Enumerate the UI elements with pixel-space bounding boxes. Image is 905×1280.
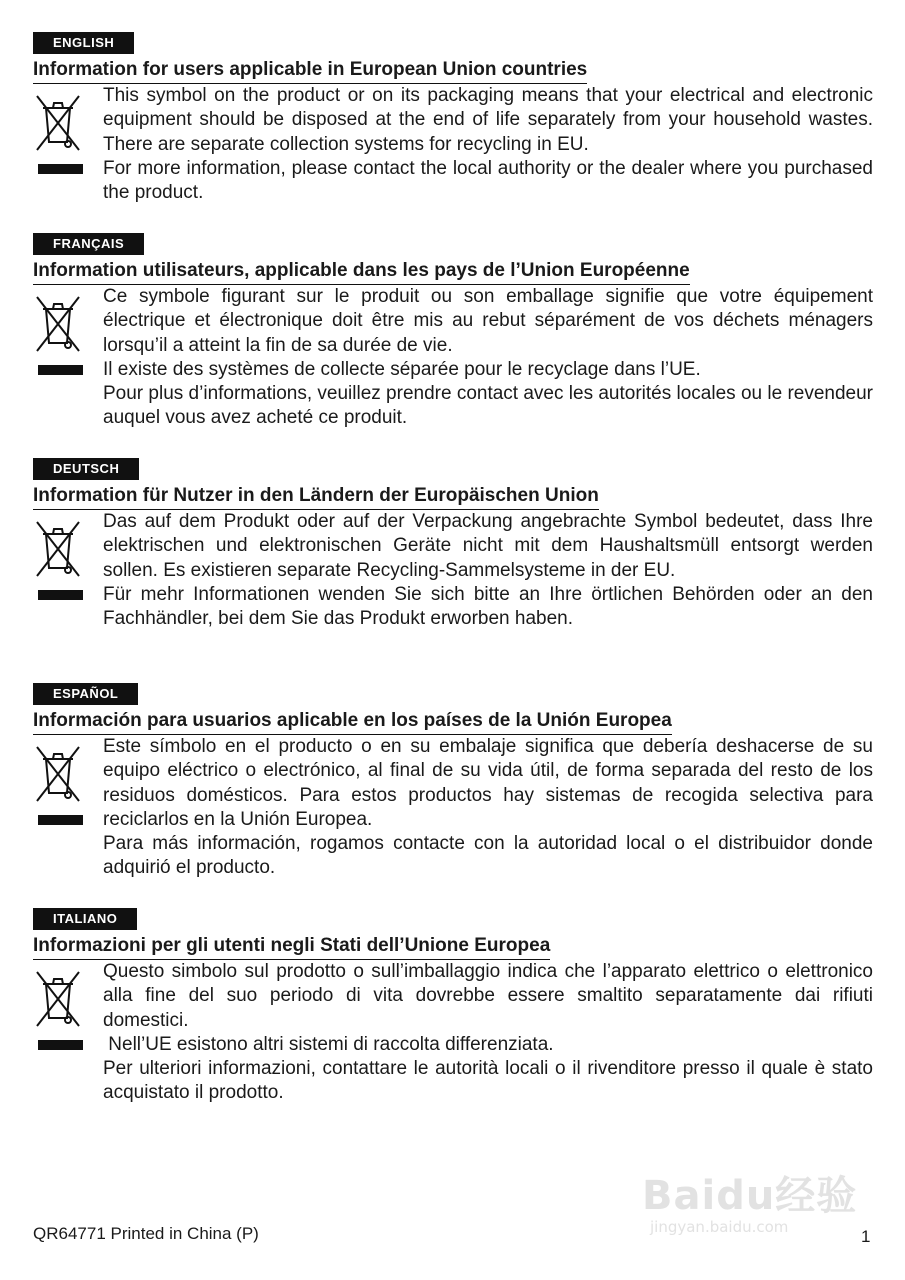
language-badge: DEUTSCH (33, 458, 139, 480)
watermark-logo: Baidu经验 (642, 1173, 858, 1219)
crossed-out-wheelie-bin-icon (33, 92, 81, 174)
language-badge: ENGLISH (33, 32, 134, 54)
baidu-watermark (642, 1146, 882, 1246)
section-heading: Información para usuarios aplicable en los países de la Unión Europea (33, 709, 672, 735)
paragraph: Das auf dem Produkt oder auf der Verpackung angebrachte Symbol bedeutet, dass Ihre elektrischen und elektronischen Geräte nicht mit dem Haushaltsmüll entsorgt werden sollen. Es existieren separate Recycling-Sammelsysteme in der EU. (103, 511, 873, 581)
black-bar (38, 365, 83, 375)
crossed-out-wheelie-bin-icon (33, 293, 81, 375)
paragraph: Ce symbole figurant sur le produit ou son emballage signifie que votre équipement électrique et électronique doit être mis au rebut séparément de vos déchets ménagers lorsqu’il a atteint la fin de sa durée de vie. (103, 286, 873, 356)
black-bar (38, 164, 83, 174)
language-badge: ESPAÑOL (33, 683, 138, 705)
section-body (33, 285, 873, 431)
footer-print-code: QR64771 Printed in China (P) (33, 1224, 259, 1243)
crossed-out-wheelie-bin-icon (33, 743, 81, 825)
black-bar (38, 590, 83, 600)
section-body (33, 735, 873, 881)
section-espanol (33, 683, 873, 881)
section-francais (33, 233, 873, 431)
section-heading: Information utilisateurs, applicable dans les pays de l’Union Européenne (33, 259, 690, 285)
paragraph: Pour plus d’informations, veuillez prendre contact avec les autorités locales ou le revendeur auquel vous avez acheté ce produit. (103, 383, 873, 429)
paragraph: For more information, please contact the local authority or the dealer where you purchased the product. (103, 157, 873, 204)
page-number: 1 (861, 1227, 871, 1246)
section-heading: Information for users applicable in European Union countries (33, 58, 587, 84)
black-bar (38, 1040, 83, 1050)
paragraph: Questo simbolo sul prodotto o sull’imballaggio indica che l’apparato elettrico o elettronico alla fine del suo periodo di vita dovrebbe essere smaltito separatamente dai rifiuti domestici. (103, 961, 873, 1031)
watermark-url: jingyan.baidu.com (650, 1218, 789, 1236)
section-deutsch (33, 458, 873, 631)
section-text (103, 735, 873, 881)
paragraph: Nell’UE esistono altri sistemi di raccolta differenziata. (103, 1033, 554, 1055)
section-english (33, 32, 873, 205)
section-italiano (33, 908, 873, 1106)
section-text (103, 960, 873, 1106)
paragraph: Este símbolo en el producto o en su embalaje significa que debería deshacerse de su equipo eléctrico o electrónico, al final de su vida útil, de forma separada del resto de los residuos domésticos. Para estos productos hay sistemas de recogida selectiva para reciclarlos en la Unión Europea. (103, 736, 873, 830)
language-badge: FRANÇAIS (33, 233, 144, 255)
section-heading: Informazioni per gli utenti negli Stati dell’Unione Europea (33, 934, 550, 960)
crossed-out-wheelie-bin-icon (33, 968, 81, 1050)
section-body (33, 960, 873, 1106)
paragraph: This symbol on the product or on its packaging means that your electrical and electronic equipment should be disposed at the end of life separately from your household wastes. There are separate collection systems for recycling in EU. (103, 85, 873, 155)
language-badge: ITALIANO (33, 908, 137, 930)
section-text (103, 285, 873, 431)
section-heading: Information für Nutzer in den Ländern der Europäischen Union (33, 484, 599, 510)
section-body (33, 84, 873, 205)
section-body (33, 510, 873, 631)
section-text (103, 84, 873, 205)
paragraph: Für mehr Informationen wenden Sie sich bitte an Ihre örtlichen Behörden oder an den Fachhändler, bei dem Sie das Produkt erworben haben. (103, 583, 873, 630)
black-bar (38, 815, 83, 825)
paragraph: Il existe des systèmes de collecte séparée pour le recyclage dans l’UE. (103, 358, 701, 380)
crossed-out-wheelie-bin-icon (33, 518, 81, 600)
section-text (103, 510, 873, 631)
paragraph: Per ulteriori informazioni, contattare le autorità locali o il rivenditore presso il quale è stato acquistato il prodotto. (103, 1058, 873, 1104)
paragraph: Para más información, rogamos contacte con la autoridad local o el distribuidor donde adquirió el producto. (103, 833, 873, 879)
